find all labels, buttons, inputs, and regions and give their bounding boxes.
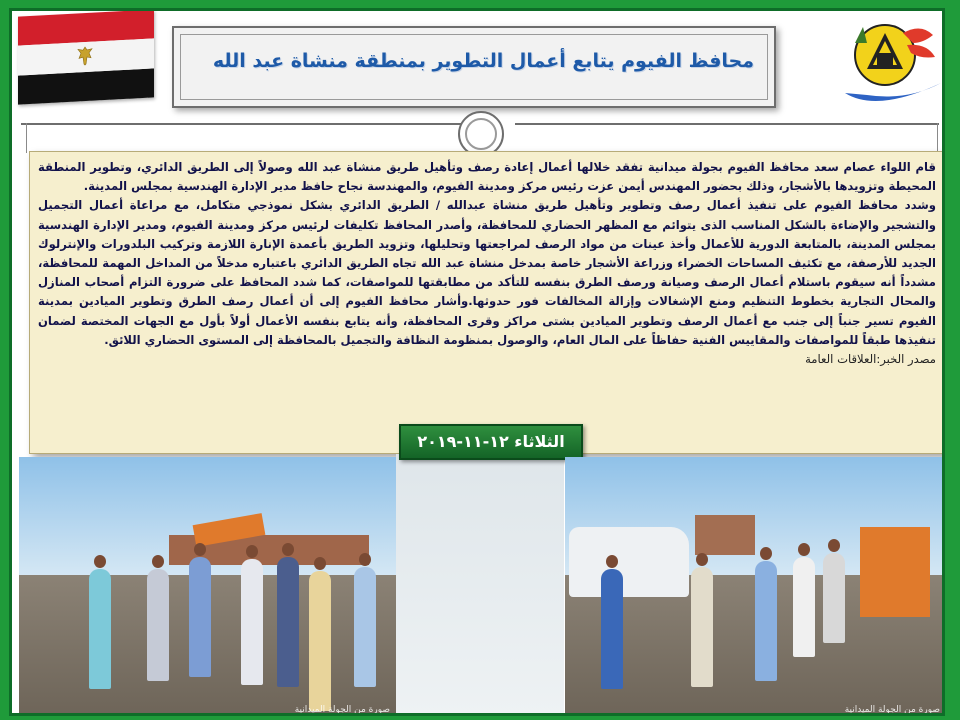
fayoum-governorate-logo-icon — [837, 13, 945, 109]
article-body — [29, 151, 945, 454]
photo-gap — [396, 454, 564, 716]
photo-left — [19, 457, 396, 716]
photo-left-label: صورة من الجولة الميدانية — [294, 705, 390, 715]
article-text — [38, 158, 936, 369]
divider-left — [21, 123, 463, 125]
page-frame — [9, 8, 945, 716]
divider-right — [515, 123, 939, 125]
egypt-flag-icon — [18, 9, 154, 104]
photo-right — [565, 457, 945, 716]
photo-right-label: صورة من الجولة الميدانية — [844, 705, 940, 715]
article-paragraph-1: قام اللواء عصام سعد محافظ الفيوم بجولة ميدانية تفقد خلالها أعمال إعادة رصف وتأهيل طريق منشاة عبد الله وصولاً إلى الطريق الدائري، وتطوير المنطقة المحيطة وتزويدها بالأشجار، وذلك بحضور المهندس أيمن عزت رئيس مركز ومدينة الفيوم، والمهندسة نجاح حافظ مدير الإدارة الهندسية بمجلس المدينة. — [38, 160, 936, 194]
news-source: مصدر الخبر:العلاقات العامة — [805, 352, 936, 367]
article-paragraph-2: وشدد محافظ الفيوم على تنفيذ أعمال رصف وتطوير وتأهيل طريق منشاة عبدالله / الطريق الدائري بشكل نموذجي متكامل، مع مراعاة أعمال التجميل والتشجير والإضاءة بالشكل المناسب الذى يتوائم مع المظهر الحضاري للمحافظة، وأصدر المحافظ تكليفات لرئيس مركز ومدينة الفيوم، ومدير الإدارة الهندسية بمجلس المدينة، بالمتابعة الدورية للأعمال وأخذ عينات من مواد الرصف لمراجعتها وتحليلها، وتزويد الطريق بأعمدة الإنارة اللازمة وتركيب البلدورات والإنترلوك الجديد للأرصفة، مع تكثيف المساحات الخضراء وزراعة الأشجار خاصة بمدخل منشاة عبد الله تجاه الطريق الدائري باعتباره مدخلاً من المداخل المهمة للمحافظة، مشدداً أنه سيقوم باستلام أعمال الرصف وصيانة ورصف الطرق بنفسه للتأكد من مطابقتها للمواصفات، كما شدد المحافظ على ضرورة التزام أصحاب المنازل والمحال التجارية بخطوط التنظيم ومنع الإشغالات وإزالة المخالفات فور حدوثها.وأشار محافظ الفيوم إلى أن أعمال رصف الطرق وتطوير الميادين بمدينة الفيوم تسير جنباً إلى جنب مع أعمال الرصف وتطوير الميادين بشتى مراكز وقرى المحافظة، وأنه يتابع بنفسه الأعمال أولاً بأول مع الجهات المختصة لضمان تنفيذها طبقاً للمواصفات والمقاييس الفنية حفاظاً على المال العام، والوصول بمنظومة النظافة والتجميل بالمحافظة إلى المستوى الحضاري اللائق. — [38, 198, 936, 347]
title-banner — [172, 26, 776, 108]
page-title: محافظ الفيوم يتابع أعمال التطوير بمنطقة منشاة عبد الله — [212, 50, 754, 72]
eagle-emblem-icon — [76, 46, 94, 67]
date-badge: الثلاثاء ١٢-١١-٢٠١٩ — [399, 424, 583, 460]
